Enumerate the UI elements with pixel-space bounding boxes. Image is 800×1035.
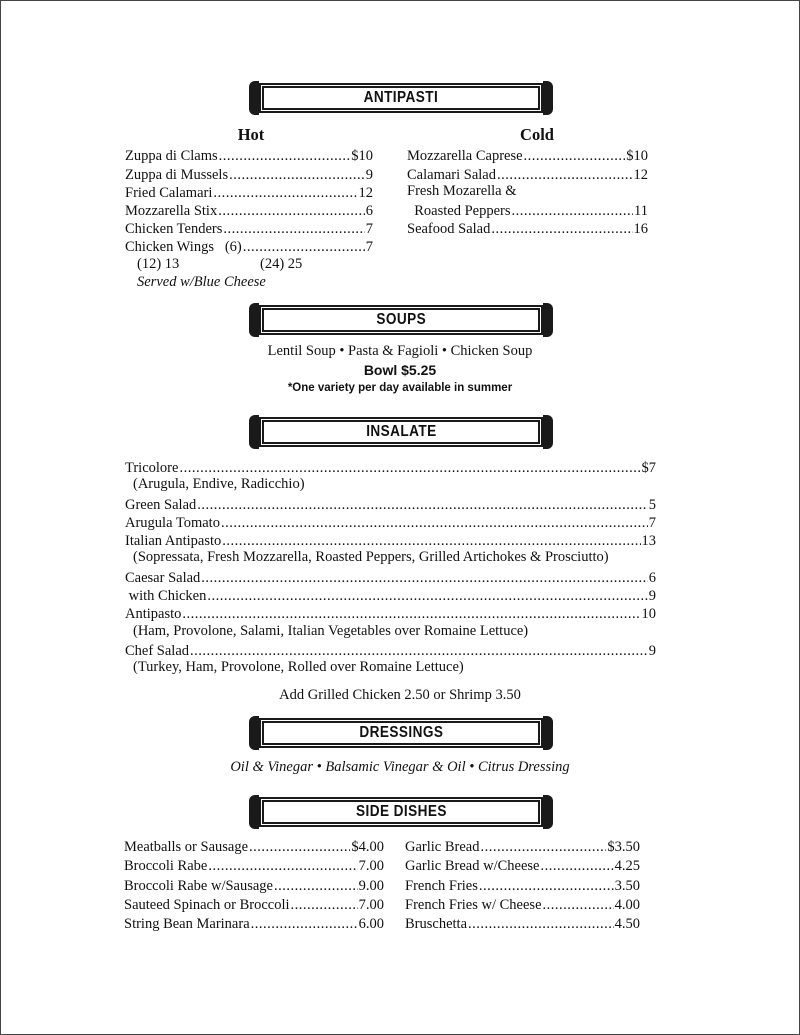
banner-right-cap [543,716,553,750]
menu-item: Roasted Peppers ..... 11 [407,201,648,220]
menu-item: Sauteed Spinach or Broccoli ..... 7.00 [124,895,384,914]
cold-heading: Cold [520,125,554,144]
menu-item: Chicken Wings (6) ..... 7 [125,237,373,256]
soups-title: SOUPS [376,311,426,328]
side-dishes-banner [249,795,553,829]
menu-item: French Fries ..... 3.50 [405,876,640,895]
menu-item: Garlic Bread ..... $3.50 [405,837,640,856]
insalate-banner [249,415,553,449]
side-dishes-title: SIDE DISHES [355,803,447,820]
menu-item: Broccoli Rabe w/Sausage ..... 9.00 [124,876,384,895]
menu-item: Green Salad ..... 5 [125,495,656,514]
menu-item: Caesar Salad ..... 6 [125,568,656,587]
soups-list: Lentil Soup • Pasta & Fagioli • Chicken Soup [267,343,533,359]
menu-item: Antipasto ..... 10 [125,604,656,623]
banner-left-cap [249,795,259,829]
wings-note: Served w/Blue Cheese [137,274,266,290]
menu-item: Italian Antipasto ..... 13 [125,531,656,550]
banner-bar [259,718,543,748]
menu-item: Tricolore ..... $7 [125,458,656,477]
menu-item: Meatballs or Sausage ..... $4.00 [124,837,384,856]
menu-item: String Bean Marinara ..... 6.00 [124,914,384,933]
banner-bar [259,305,543,335]
menu-item: French Fries w/ Cheese ..... 4.00 [405,895,640,914]
insalate-addon: Add Grilled Chicken 2.50 or Shrimp 3.50 [279,687,521,703]
banner-right-cap [543,303,553,337]
menu-item: Zuppa di Clams ..... $10 [125,146,373,165]
banner-right-cap [543,81,553,115]
item-description: (Sopressata, Fresh Mozzarella, Roasted Peppers, Grilled Artichokes & Prosciutto) [133,549,609,565]
menu-item-line: Fresh Mozarella & [407,183,517,199]
banner-left-cap [249,303,259,337]
dressings-title: DRESSINGS [359,724,443,741]
menu-item: Broccoli Rabe ..... 7.00 [124,856,384,875]
banner-left-cap [249,81,259,115]
menu-item: Zuppa di Mussels ..... 9 [125,165,373,184]
banner-bar [259,797,543,827]
dressings-list: Oil & Vinegar • Balsamic Vinegar & Oil • Citrus Dressing [230,759,570,775]
menu-item: Chef Salad ..... 9 [125,641,656,660]
banner-bar [259,83,543,113]
menu-item: Arugula Tomato ..... 7 [125,513,656,532]
banner-right-cap [543,415,553,449]
banner-bar [259,417,543,447]
menu-item: with Chicken ..... 9 [125,586,656,605]
wings-12: (12) 13 [137,256,180,272]
menu-item: Calamari Salad ..... 12 [407,165,648,184]
hot-heading: Hot [237,125,265,144]
soups-bowl-price: Bowl $5.25 [363,362,437,378]
item-description: (Turkey, Ham, Provolone, Rolled over Romaine Lettuce) [133,659,464,675]
wings-24: (24) 25 [260,256,303,272]
soups-note: *One variety per day available in summer [287,382,513,394]
menu-item: Mozzarella Stix ..... 6 [125,201,373,220]
banner-left-cap [249,716,259,750]
item-description: (Arugula, Endive, Radicchio) [133,476,305,492]
antipasti-title: ANTIPASTI [363,89,439,106]
banner-right-cap [543,795,553,829]
menu-item: Fried Calamari ..... 12 [125,183,373,202]
item-description: (Ham, Provolone, Salami, Italian Vegetables over Romaine Lettuce) [133,623,529,639]
menu-item: Mozzarella Caprese ..... $10 [407,146,648,165]
soups-banner [249,303,553,337]
dressings-banner [249,716,553,750]
menu-item: Garlic Bread w/Cheese ..... 4.25 [405,856,640,875]
menu-item: Seafood Salad ..... 16 [407,219,648,238]
antipasti-banner [249,81,553,115]
menu-item: Bruschetta ..... 4.50 [405,914,640,933]
insalate-title: INSALATE [365,423,437,440]
menu-item: Chicken Tenders ..... 7 [125,219,373,238]
banner-left-cap [249,415,259,449]
